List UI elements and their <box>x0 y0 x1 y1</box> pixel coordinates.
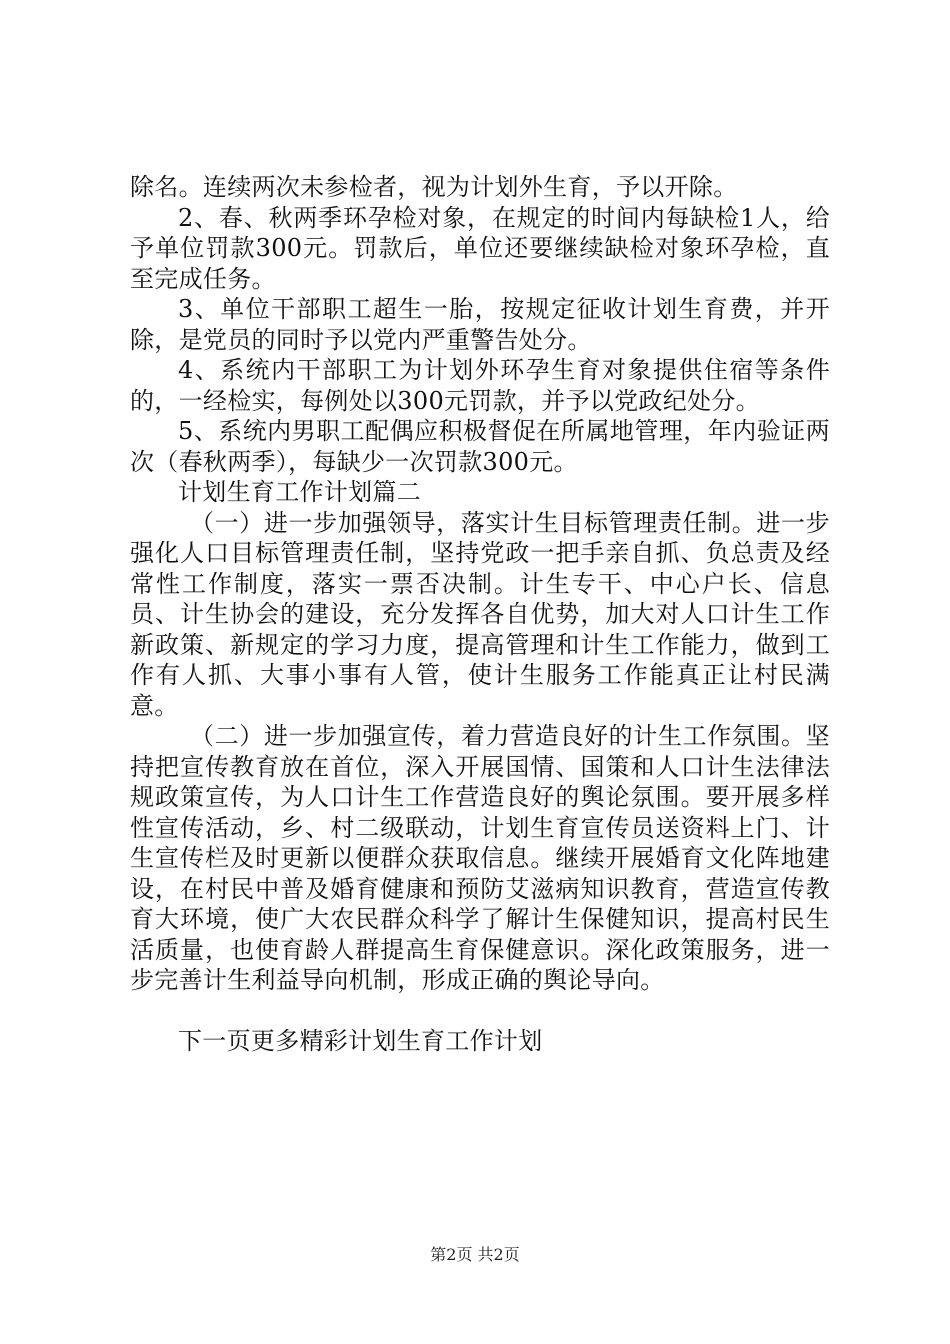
paragraph-item-4: 4、系统内干部职工为计划外环孕生育对象提供住宿等条件的，一经检实，每例处以300元罚款，并予以党政纪处分。 <box>130 356 830 415</box>
paragraph-item-5: 5、系统内男职工配偶应积极督促在所属地管理，年内验证两次（春秋两季），每缺少一次罚款300元。 <box>130 417 830 476</box>
paragraph-item-2: 2、春、秋两季环孕检对象，在规定的时间内每缺检1人，给予单位罚款300元。罚款后，单位还要继续缺检对象环孕检，直至完成任务。 <box>130 203 830 293</box>
document-body <box>130 172 830 1056</box>
paragraph-continuation: 除名。连续两次未参检者，视为计划外生育，予以开除。 <box>130 173 738 201</box>
paragraph-spacer <box>130 996 830 1026</box>
paragraph-section-1: （一）进一步加强领导，落实计生目标管理责任制。进一步强化人口目标管理责任制，坚持党政一把手亲自抓、负总责及经常性工作制度，落实一票否决制。计生专干、中心户长、信息员、计生协会的建设，充分发挥各自优势，加大对人口计生工作新政策、新规定的学习力度，提高管理和计生工作能力，做到工作有人抓、大事小事有人管，使计生服务工作能真正让村民满意。 <box>130 508 830 720</box>
paragraph-item-3: 3、单位干部职工超生一胎，按规定征收计划生育费，并开除，是党员的同时予以党内严重警告处分。 <box>130 295 830 354</box>
next-page-link[interactable]: 下一页更多精彩计划生育工作计划 <box>178 1026 543 1055</box>
page-indicator: 第2页 共2页 <box>430 1245 520 1264</box>
paragraph-section-2: （二）进一步加强宣传，着力营造良好的计生工作氛围。坚持把宣传教育放在首位，深入开展国情、国策和人口计生法律法规政策宣传，为人口计生工作营造良好的舆论氛围。要开展多样性宣传活动，乡、村二级联动，计划生育宣传员送资料上门、计生宣传栏及时更新以便群众获取信息。继续开展婚育文化阵地建设，在村民中普及婚育健康和预防艾滋病知识教育，营造宣传教育大环境，使广大农民群众科学了解计生保健知识，提高村民生活质量，也使育龄人群提高生育保健意识。深化政策服务，进一步完善计生利益导向机制，形成正确的舆论导向。 <box>130 722 830 994</box>
section-heading: 计划生育工作计划篇二 <box>178 478 421 506</box>
page-footer <box>0 1242 950 1265</box>
